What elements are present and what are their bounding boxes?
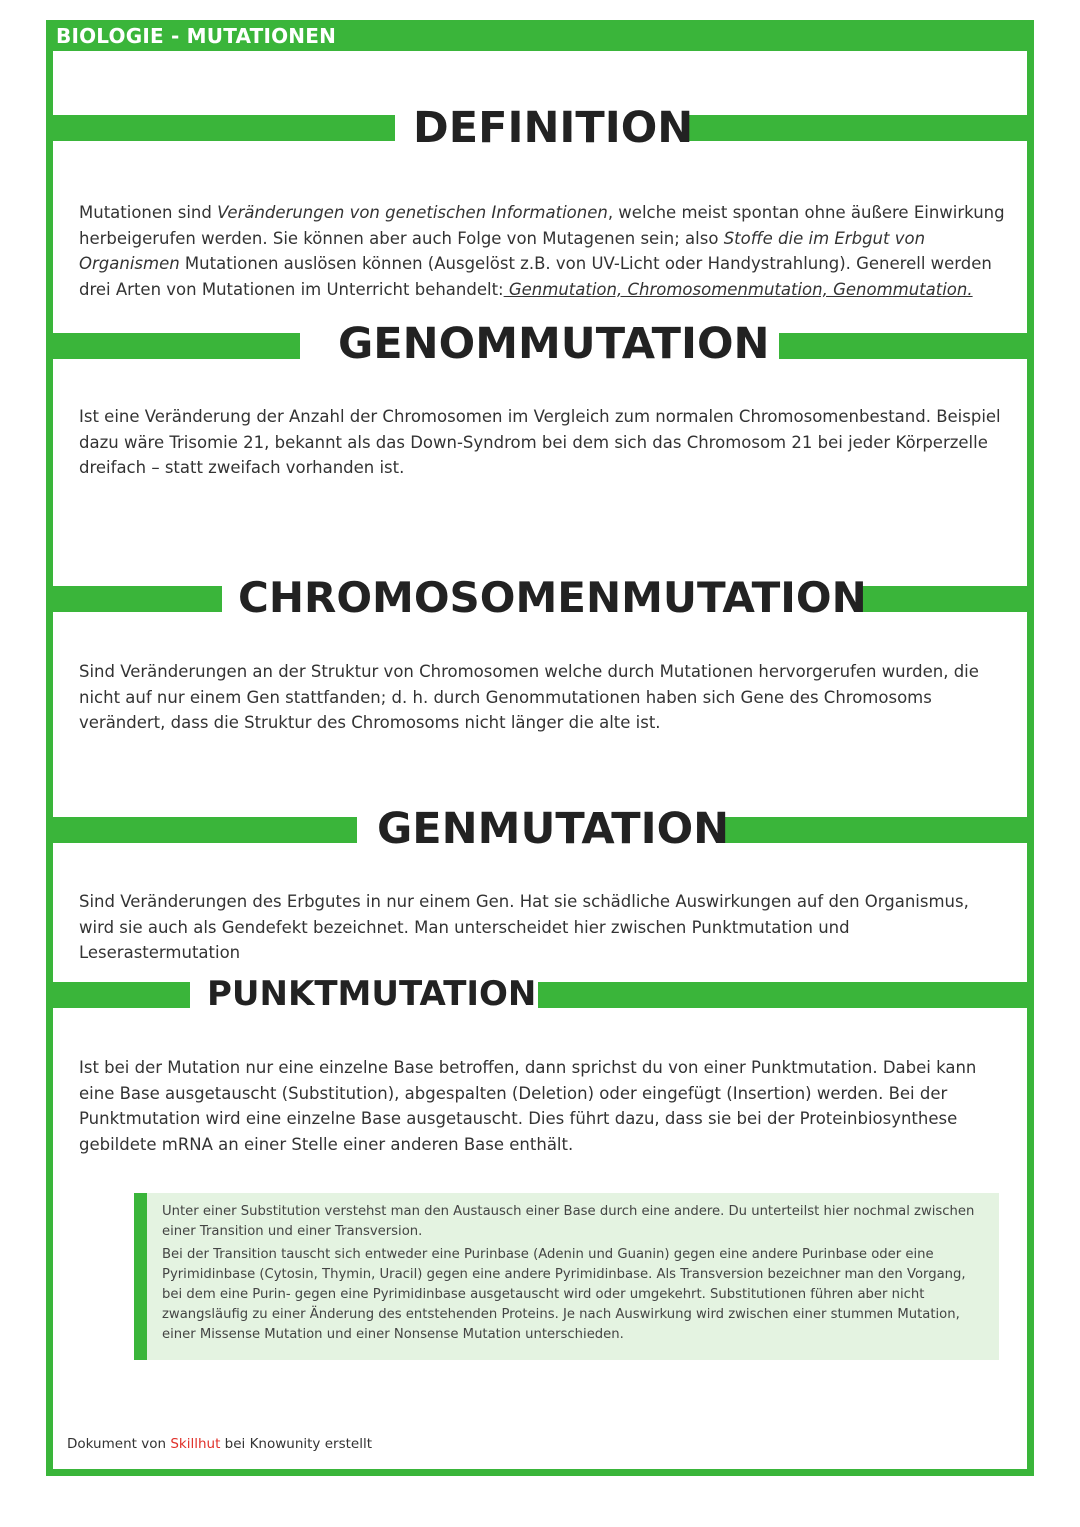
note-paragraph: Bei der Transition tauscht sich entweder eine Purinbase (Adenin und Guanin) gegen eine andere Purinbase oder eine Pyrimidinbase (Cytosin, Thymin, Uracil) gegen eine andere Pyrimidinbase. Als Transversion bezeichner man den Vorgang, bei dem eine Purin- gegen eine Pyrimidinbase ausgetauscht wird oder umgekehrt. Substitutionen führen aber nicht zwangsläufig zu einer Änderung des entstehenden Proteins. Je nach Auswirkung wird zwischen einer stummen Mutation, einer Missense Mutation und einer Nonsense Mutation unterschieden. <box>162 1247 966 1342</box>
heading-punktmutation: PUNKTMUTATION <box>207 974 537 1014</box>
section-band-right <box>779 333 1030 359</box>
section-band-right <box>725 817 1030 843</box>
page-header-title: BIOLOGIE - MUTATIONEN <box>56 24 337 48</box>
section-band-left <box>50 982 190 1008</box>
definition-text-part: Mutationen sind <box>79 203 218 222</box>
heading-chromosomenmutation: CHROMOSOMENMUTATION <box>238 573 867 622</box>
genommutation-text: Ist eine Veränderung der Anzahl der Chromosomen im Vergleich zum normalen Chromosomenbestand. Beispiel dazu wäre Trisomie 21, bekannt als das Down-Syndrom bei dem sich das Chromosom 21 bei jeder Körperzelle dreifach – statt zweifach vorhanden ist. <box>79 407 1001 477</box>
section-band-right <box>682 115 1030 141</box>
section-band-left <box>50 817 357 843</box>
section-band-right <box>538 982 1030 1008</box>
definition-text-part: Mutationen auslösen können (Ausgelöst z.B. von UV-Licht oder Handystrahlung). Generell werden drei Arten von Mutationen im Unterricht behandelt: <box>79 254 992 299</box>
definition-text-emphasis: Veränderungen von genetischen Informationen <box>217 203 608 222</box>
definition-mutation-types: Genmutation, Chromosomenmutation, Genommutation. <box>503 279 973 299</box>
section-band-left <box>50 586 222 612</box>
section-band-left <box>50 333 300 359</box>
heading-genmutation: GENMUTATION <box>377 804 730 854</box>
heading-definition: DEFINITION <box>413 103 694 153</box>
genmutation-text: Sind Veränderungen des Erbgutes in nur einem Gen. Hat sie schädliche Auswirkungen auf den Organismus, wird sie auch als Gendefekt bezeichnet. Man unterscheidet hier zwischen Punktmutation und Leserastermutation <box>79 892 969 962</box>
footer-prefix: Dokument von <box>67 1436 171 1452</box>
definition-text-part: , welche meist spontan ohne äußere Einwirkung herbeigerufen werden. Sie können aber auch Folge von Mutagenen sein; also <box>79 203 1005 248</box>
section-band-left <box>50 115 395 141</box>
chromosomenmutation-text: Sind Veränderungen an der Struktur von Chromosomen welche durch Mutationen hervorgerufen wurden, die nicht auf nur einem Gen stattfanden; d. h. durch Genommutationen haben sich Gene des Chromosoms verändert, dass die Struktur des Chromosoms nicht länger die alte ist. <box>79 662 979 732</box>
footer-brand-link[interactable]: Skillhut <box>170 1436 221 1452</box>
section-band-right <box>858 586 1030 612</box>
substitution-note-box <box>134 1193 999 1360</box>
footer-suffix: bei Knowunity erstellt <box>220 1436 372 1452</box>
footer-credit <box>67 1436 372 1452</box>
heading-genommutation: GENOMMUTATION <box>338 319 770 369</box>
definition-text-emphasis: Stoffe die im Erbgut von Organismen <box>79 228 926 273</box>
punktmutation-text: Ist bei der Mutation nur eine einzelne Base betroffen, dann sprichst du von einer Punktmutation. Dabei kann eine Base ausgetauscht (Substitution), abgespalten (Deletion) oder eingefügt (Insertion) werden. Bei der Punktmutation wird eine einzelne Base ausgetauscht. Dies führt dazu, dass sie bei der Proteinbiosynthese gebildete mRNA an einer Stelle einer anderen Base enthält. <box>79 1058 977 1154</box>
definition-text <box>79 200 1009 302</box>
note-paragraph: Unter einer Substitution verstehst man den Austausch einer Base durch eine andere. Du unterteilst hier nochmal zwischen einer Transition und einer Transversion. <box>162 1204 975 1239</box>
